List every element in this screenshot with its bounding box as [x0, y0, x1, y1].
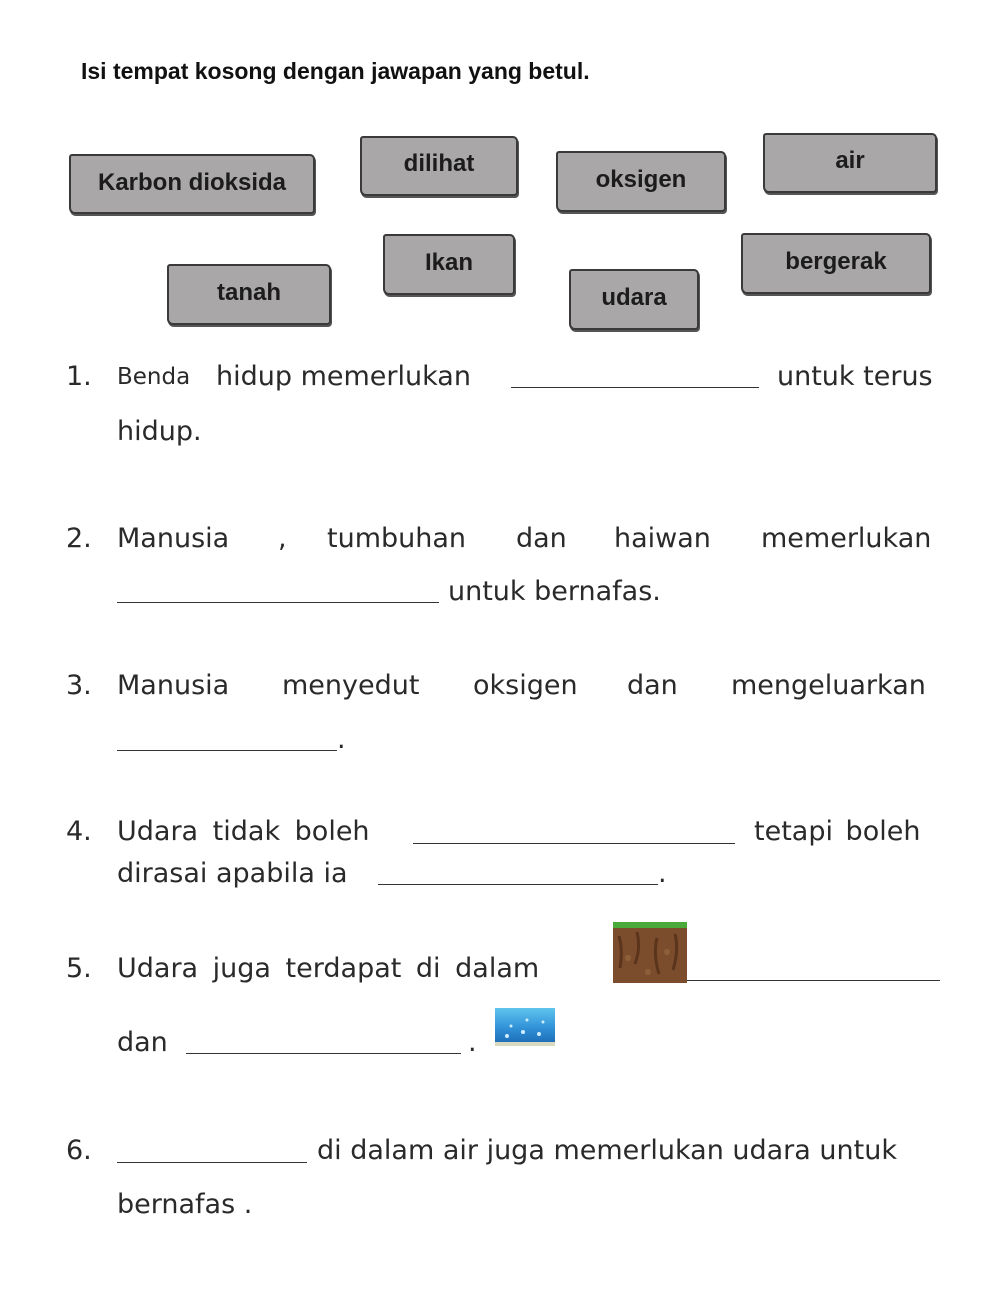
answer-blank-4b[interactable] — [378, 884, 658, 885]
question-text: Manusia — [117, 670, 230, 701]
question-text: dan — [117, 1027, 168, 1058]
question-text: menyedut — [282, 670, 420, 701]
question-text: haiwan — [614, 523, 711, 554]
question-text: oksigen — [473, 670, 578, 701]
question-text: , — [278, 523, 287, 554]
question-text: hidup. — [117, 416, 202, 447]
question-number: 4. — [66, 816, 92, 847]
chip-udara[interactable]: udara — [569, 269, 699, 330]
instruction-heading: Isi tempat kosong dengan jawapan yang betul. — [81, 58, 590, 84]
question-text: Udara juga terdapat di dalam — [117, 953, 540, 984]
question-text: dan — [516, 523, 567, 554]
question-number: 6. — [66, 1135, 92, 1166]
chip-ikan[interactable]: Ikan — [383, 234, 515, 295]
soil-image — [613, 922, 687, 983]
question-number: 2. — [66, 523, 92, 554]
answer-blank-3[interactable] — [117, 750, 337, 751]
question-text: dan — [627, 670, 678, 701]
question-text: di dalam air juga memerlukan udara untuk — [317, 1135, 897, 1166]
question-number: 5. — [66, 953, 92, 984]
question-text: . — [468, 1027, 477, 1058]
question-text: mengeluarkan — [731, 670, 926, 701]
answer-blank-1[interactable] — [511, 387, 759, 388]
question-text: Udara tidak boleh — [117, 816, 370, 847]
answer-blank-5b[interactable] — [186, 1053, 461, 1054]
chip-air[interactable]: air — [763, 133, 937, 193]
chip-tanah[interactable]: tanah — [167, 264, 331, 325]
answer-blank-4a[interactable] — [413, 843, 735, 844]
question-text: tetapi boleh — [754, 816, 921, 847]
question-text: dirasai apabila ia — [117, 858, 348, 889]
soil-texture-icon — [613, 928, 687, 983]
question-number: 3. — [66, 670, 92, 701]
water-image — [495, 1008, 555, 1046]
question-text: Manusia — [117, 523, 230, 554]
question-number: 1. — [66, 361, 92, 392]
answer-blank-2[interactable] — [117, 602, 439, 603]
question-text: untuk terus — [777, 361, 933, 392]
chip-karbon-dioksida[interactable]: Karbon dioksida — [69, 154, 315, 214]
question-text: untuk bernafas. — [448, 576, 661, 607]
water-bubbles-icon — [495, 1008, 555, 1046]
question-text: . — [337, 724, 346, 755]
question-text: tumbuhan — [327, 523, 467, 554]
question-text: . — [658, 858, 667, 889]
question-text: Benda — [117, 364, 191, 390]
answer-blank-6[interactable] — [117, 1162, 307, 1163]
answer-blank-5a[interactable] — [687, 980, 940, 981]
question-text: bernafas . — [117, 1189, 253, 1220]
chip-bergerak[interactable]: bergerak — [741, 233, 931, 294]
chip-dilihat[interactable]: dilihat — [360, 136, 518, 196]
question-text: memerlukan — [761, 523, 932, 554]
chip-oksigen[interactable]: oksigen — [556, 151, 726, 212]
question-text: hidup memerlukan — [216, 361, 471, 392]
